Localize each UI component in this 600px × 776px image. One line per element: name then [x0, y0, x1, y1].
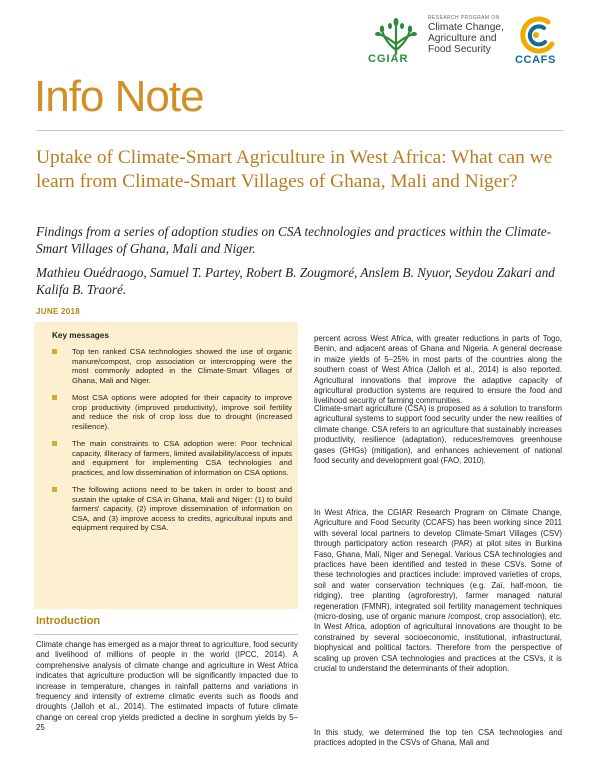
key-message-text: Most CSA options were adopted for their capacity to improve crop productivity (improved productivity), improve soil fertility and reduce the risk of crop loss due to drought (increased resilience).	[72, 393, 292, 431]
ccafs-wordmark: CCAFS	[515, 54, 556, 66]
bullet-square-icon	[52, 395, 57, 400]
key-messages-list	[52, 347, 292, 541]
introduction-divider	[34, 634, 298, 635]
program-name: Climate Change, Agriculture and Food Security	[428, 22, 504, 55]
key-messages-title: Key messages	[52, 331, 109, 340]
bullet-square-icon	[52, 441, 57, 446]
introduction-heading: Introduction	[36, 615, 101, 627]
document-subtitle: Findings from a series of adoption studies on CSA technologies and practices within the Climate-Smart Villages of Ghana, Mali and Niger.	[36, 224, 552, 256]
bullet-square-icon	[52, 349, 57, 354]
body-paragraph: percent across West Africa, with greater reductions in parts of Togo, Benin, and adjacent areas of Ghana and Nigeria. A general decrease in maize yields of 5–25% in most parts of the countries along the southern coast of West Africa (Jalloh et al., 2014) is also reported. Agricultural innovations that improve the adaptive capacity of agricultural production systems are required to ensure the food and livelihood security of farming communities.	[314, 334, 562, 406]
key-message-item	[52, 439, 292, 477]
document-type-heading: Info Note	[34, 72, 204, 121]
document-authors: Mathieu Ouédraogo, Samuel T. Partey, Robert B. Zougmoré, Anslem B. Nyuor, Seydou Zakari and Kalifa B. Traoré.	[36, 265, 555, 297]
publication-date: JUNE 2018	[36, 307, 81, 316]
key-message-item	[52, 485, 292, 533]
bullet-square-icon	[52, 487, 57, 492]
header-divider	[36, 130, 564, 131]
key-message-text: The following actions need to be taken in order to boost and sustain the uptake of CSA in Ghana, Mali and Niger: (1) to build farmers' capacity, (2) improve dissemination of information on CSA, and (3) improve access to credits, agricultural inputs and equipment required by CSA.	[72, 485, 292, 532]
key-message-item	[52, 347, 292, 385]
body-paragraph: In this study, we determined the top ten CSA technologies and practices adopted in the CSVs of Ghana, Mali and	[314, 728, 562, 748]
body-paragraph: In West Africa, the CGIAR Research Program on Climate Change, Agriculture and Food Security (CCAFS) has been working since 2011 with several local partners to develop Climate-Smart Villages (CSV) through participatory action research (PAR) at pilot sites in Burkina Faso, Ghana, Mali, Niger and Senegal. Various CSA technologies and practices have been identified and tested in these CSVs. Some of these technologies and practices include: improved varieties of crops, soil and water conservation techniques (e.g. Zaï, half-moon, tie ridging), tree planting (agroforestry), farmer managed natural regeneration (FMNR), integrated soil fertility management techniques (micro-dosing, use of organic manure /compost, crop association), etc. In West Africa, adoption of agricultural innovations are thought to be constrained by several socioeconomic, institutional, infrastructural, biophysical and political factors. Therefore from the perspective of scaling up proven CSA technologies and practices at the CSVs, it is crucial to understand the determinants of their adoption.	[314, 508, 562, 674]
program-label: RESEARCH PROGRAM ON	[428, 15, 500, 21]
body-paragraph: Climate-smart agriculture (CSA) is proposed as a solution to transform agricultural systems to support food security under the new realities of climate change. CSA refers to an agriculture that sustainably increases productivity, resilience (adaptation), reduces/removes greenhouse gases (GHGs) (mitigation), and enhances achievement of national food security and development goal (FAO, 2010).	[314, 404, 562, 466]
key-message-item	[52, 393, 292, 431]
document-title: Uptake of Climate-Smart Agriculture in West Africa: What can we learn from Climate-Smart Villages of Ghana, Mali and Niger?	[36, 147, 553, 192]
key-message-text: The main constraints to CSA adoption were: Poor technical capacity, illiteracy of farmers, limited availability/access of inputs and equipment for implementing CSA technologies and practices, and low dissemination of information on CSA options.	[72, 439, 292, 477]
introduction-paragraph: Climate change has emerged as a major threat to agriculture, food security and livelihood of millions of people in the world (IPCC, 2014). A comprehensive analysis of climate change and agriculture in West Africa indicates that agriculture production will be significantly impacted due to increase in temperature, changes in rainfall patterns and variations in frequency and intensity of extreme climatic events such as floods and droughts (Jalloh et al., 2014). The estimated impacts of future climate change on cereal crop yields predicted a decline in sorghum yields by 5–25	[36, 640, 298, 733]
cgiar-wordmark: CGIAR	[368, 53, 409, 65]
key-message-text: Top ten ranked CSA technologies showed the use of organic manure/compost, crop association or intercropping were the most commonly adopted in the Climate-Smart Villages of Ghana, Mali and Niger.	[72, 347, 292, 385]
